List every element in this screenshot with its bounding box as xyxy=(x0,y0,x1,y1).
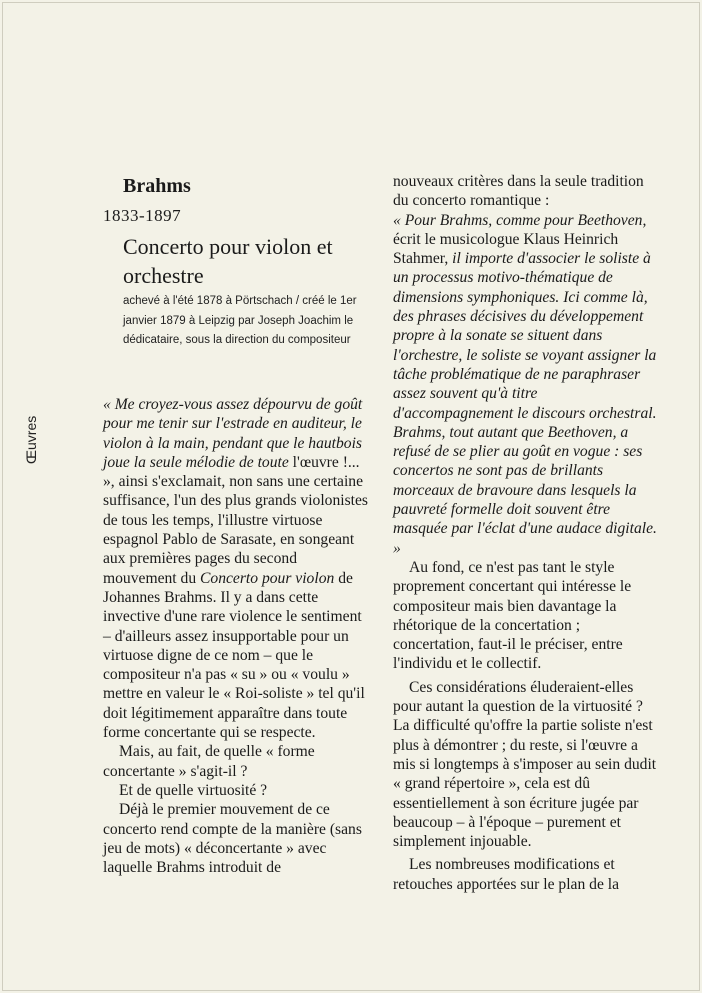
work-info: achevé à l'été 1878 à Pörtschach / créé le 1er janvier 1879 à Leipzig par Joseph Joachim le dédicataire, sous la direction du compositeur xyxy=(123,295,357,346)
right-column xyxy=(393,172,661,894)
paragraph: Au fond, ce n'est pas tant le style proprement concertant qui intéresse le compositeur mais bien davantage la rhétorique de la concertation ; concertation, faut-il le préciser, entre l'individu et le collectif. xyxy=(393,558,632,673)
text: l'œuvre !... », ainsi s'exclamait, non sans une certaine suffisance, l'un des plus grands violonistes de tous les temps, l'illustre virtuose espagnol Pablo de Sarasate, en songeant aux premières pages du second mouvement du xyxy=(103,453,368,587)
left-column xyxy=(103,395,371,877)
section-label: Œuvres xyxy=(23,415,39,465)
quote: « Pour Brahms, comme pour Beethoven, xyxy=(393,211,647,229)
text: de Johannes Brahms. Il y a dans cette invective d'une rare violence le sentiment – d'ailleurs assez insupportable pour un virtuose digne de ce nom – que le compositeur n'a pas « su » ou « voulu » mettre en valeur le « Roi-soliste » tel qu'il doit légitimement apparaître dans toute forme concertante qui se respecte. xyxy=(103,569,365,742)
paragraph: Mais, au fait, de quelle « forme concertante » s'agit-il ? xyxy=(103,743,315,780)
paragraph: Les nombreuses modifications et retouches apportées sur le plan de la xyxy=(393,856,620,893)
quote: il importe d'associer le soliste à un processus motivo-thématique de dimensions symphoniques. Ici comme là, des phrases décisives du développement propre à la sonate se situent dans l'orchestre, le soliste se voyant assigner la tâche problématique de ne paraphraser assez souvent qu'à titre d'accompagnement le discours orchestral. Brahms, tout autant que Beethoven, a refusé de se plier au goût en vogue : ses concertos ne sont pas de brillants morceaux de bravoure dans lesquels la pauvreté formelle doit souvent être masquée par l'éclat d'une audace digitale. » xyxy=(393,250,657,557)
paragraph: Ces considérations éluderaient-elles pour autant la question de la virtuosité ? La difficulté qu'offre la partie soliste n'est plus à démontrer ; du reste, si l'œuvre a mis si longtemps à s'imposer au sein dudit « grand répertoire », cela est dû essentiellement à son écriture jugée par beaucoup – à l'époque – purement et simplement injouable. xyxy=(393,678,657,851)
text: écrit le musicologue Klaus Heinrich Stahmer, xyxy=(393,230,619,268)
composer-name: Brahms xyxy=(123,175,191,197)
paragraph xyxy=(103,395,371,742)
paragraph: Et de quelle virtuosité ? xyxy=(119,781,268,799)
paragraph xyxy=(393,172,661,558)
work-reference: Concerto pour violon xyxy=(200,569,335,587)
text: nouveaux critères dans la seule tradition du concerto romantique : xyxy=(393,173,644,210)
composer-dates: 1833-1897 xyxy=(103,206,182,225)
paragraph: Déjà le premier mouvement de ce concerto rend compte de la manière (sans jeu de mots) « déconcertante » avec laquelle Brahms introduit de xyxy=(103,801,362,877)
quote: « Me croyez-vous assez dépourvu de goût pour me tenir sur l'estrade en auditeur, le violon à la main, pendant que le hautbois joue la seule mélodie de toute xyxy=(103,396,363,471)
work-title: Concerto pour violon et orchestre xyxy=(123,234,333,288)
